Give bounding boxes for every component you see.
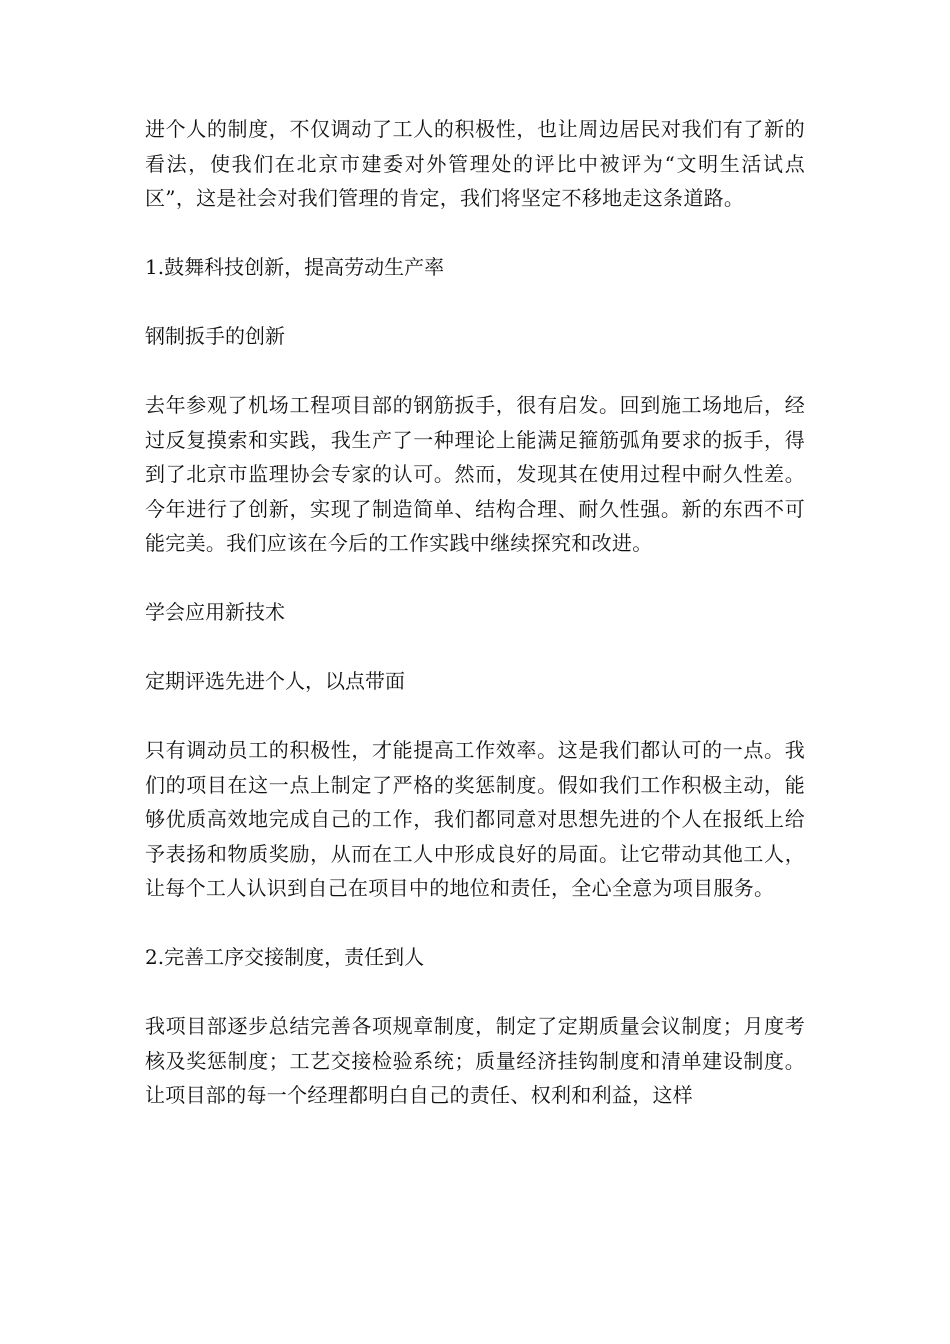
section-heading-2: 2.完善工序交接制度，责任到人 xyxy=(145,945,425,969)
subheading-advanced-individuals: 定期评选先进个人，以点带面 xyxy=(145,669,405,693)
paragraph-regulations: 我项目部逐步总结完善各项规章制度，制定了定期质量会议制度；月度考核及奖惩制度；工艺交接检验系统；质量经济挂钩制度和清单建设制度。让项目部的每一个经理都明白自己的责任、权利和利益，这样 xyxy=(145,1014,805,1107)
subheading-wrench: 钢制扳手的创新 xyxy=(145,324,285,348)
paragraph-motivation: 只有调动员工的积极性，才能提高工作效率。这是我们都认可的一点。我们的项目在这一点上制定了严格的奖惩制度。假如我们工作积极主动，能够优质高效地完成自己的工作，我们都同意对思想先进的个人在报纸上给予表扬和物质奖励，从而在工人中形成良好的局面。让它带动其他工人，让每个工人认识到自己在项目中的地位和责任，全心全意为项目服务。 xyxy=(145,738,805,900)
paragraph-intro: 进个人的制度，不仅调动了工人的积极性，也让周边居民对我们有了新的看法，使我们在北京市建委对外管理处的评比中被评为“文明生活试点区”，这是社会对我们管理的肯定，我们将坚定不移地走这条道路。 xyxy=(145,117,805,210)
document-page xyxy=(145,112,805,1113)
subheading-new-tech: 学会应用新技术 xyxy=(145,600,285,624)
section-heading-1: 1.鼓舞科技创新，提高劳动生产率 xyxy=(145,255,445,279)
paragraph-wrench: 去年参观了机场工程项目部的钢筋扳手，很有启发。回到施工场地后，经过反复摸索和实践，我生产了一种理论上能满足箍筋弧角要求的扳手，得到了北京市监理协会专家的认可。然而，发现其在使用过程中耐久性差。今年进行了创新，实现了制造简单、结构合理、耐久性强。新的东西不可能完美。我们应该在今后的工作实践中继续探究和改进。 xyxy=(145,393,805,555)
